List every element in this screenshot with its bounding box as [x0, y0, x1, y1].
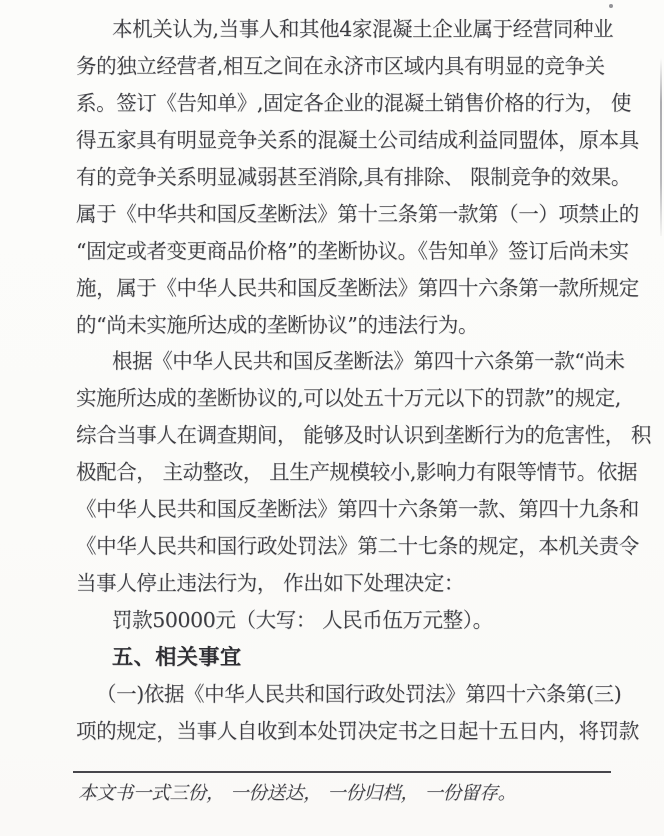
document-line: 实施所达成的垄断协议的,可以处五十万元以下的罚款”的规定, — [76, 386, 621, 411]
document-line: 项的规定，当事人自收到本处罚决定书之日起十五日内，将罚款 — [76, 718, 639, 743]
section-heading: 五、相关事宜 — [112, 644, 242, 669]
document-line: 《中华人民共和国行政处罚法》第二十七条的规定，本机关责令 — [76, 534, 639, 559]
document-line: 当事人停止违法行为， 作出如下处理决定： — [76, 571, 465, 596]
document-line: 属于《中华共和国反垄断法》第十三条第一款第（一）项禁止的 — [76, 201, 639, 226]
document-line: 《中华人民共和国反垄断法》第四十六条第一款、第四十九条和 — [76, 497, 639, 522]
document-body — [76, 11, 652, 750]
document-line: 有的竞争关系明显减弱甚至消除,具有排除、 限制竞争的效果。 — [76, 164, 631, 189]
document-line: 的“尚未实施所达成的垄断协议”的违法行为。 — [76, 312, 479, 337]
document-line: 得五家具有明显竞争关系的混凝土公司结成利益同盟体，原本具 — [76, 127, 639, 152]
document-line: 务的独立经营者,相互之间在永济市区域内具有明显的竞争关 — [76, 53, 605, 78]
scan-artifact-speck — [612, 245, 615, 247]
footer-note: 本文书一式三份， 一份送达， 一份归档， 一份留存。 — [78, 783, 516, 804]
document-line: 本机关认为,当事人和其他4家混凝土企业属于经营同种业 — [112, 17, 614, 41]
scan-artifact-vertical-line — [660, 58, 662, 236]
scan-artifact-dot — [609, 4, 613, 8]
footer-divider-line — [73, 771, 611, 773]
document-line: 根据《中华人民共和国反垄断法》第四十六条第一款“尚未 — [112, 349, 625, 374]
document-line: 罚款50000元（大写： 人民币伍万元整）。 — [112, 608, 493, 632]
document-line: “固定或者变更商品价格”的垄断协议。《告知单》签订后尚未实 — [76, 238, 629, 263]
document-line: 系。签订《告知单》,固定各企业的混凝土销售价格的行为， 使 — [76, 90, 631, 115]
document-line: （一)依据《中华人民共和国行政处罚法》第四十六条第(三) — [96, 681, 622, 706]
document-line: 施，属于《中华人民共和国反垄断法》第四十六条第一款所规定 — [76, 275, 639, 300]
document-line: 极配合， 主动整改， 且生产规模较小,影响力有限等情节。依据 — [76, 460, 638, 485]
document-line: 综合当事人在调查期间， 能够及时认识到垄断行为的危害性， 积 — [76, 423, 652, 448]
